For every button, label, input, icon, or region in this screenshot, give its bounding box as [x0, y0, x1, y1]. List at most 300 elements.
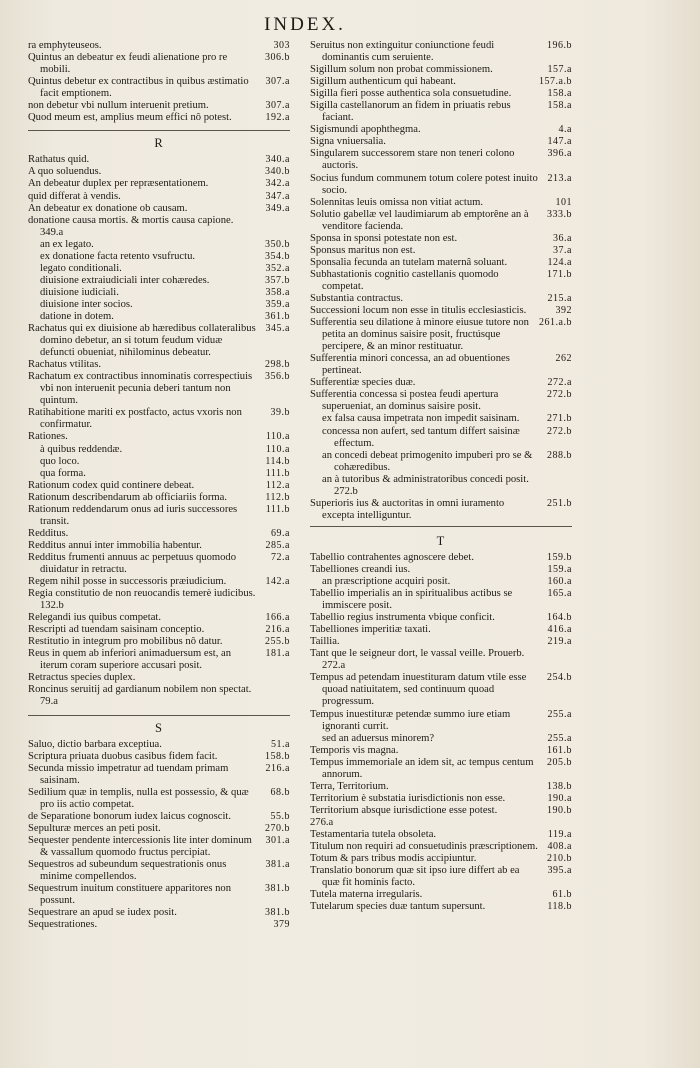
index-entry — [310, 353, 572, 377]
entry-text: Rationes. — [28, 431, 68, 443]
index-entry — [310, 612, 572, 624]
entry-text: An debeatur duplex per repræsentationem. — [28, 178, 209, 190]
page-reference: 118.b — [547, 901, 572, 913]
index-entry — [28, 672, 290, 684]
index-entry — [310, 648, 572, 672]
page-reference: 298.b — [265, 359, 290, 371]
entry-text: Tabellio contrahentes agnoscere debet. — [310, 551, 474, 563]
page-reference: 147.a — [547, 136, 572, 148]
page-reference: 352.a — [265, 262, 290, 274]
page-reference: 69.a — [271, 527, 290, 539]
entry-text: A quo soluendus. — [28, 166, 102, 178]
entry-text: Regia constitutio de non reuocandis temerè iudicibus. 132.b — [28, 588, 256, 612]
page-reference: 158.a — [547, 100, 572, 112]
entry-text: Translatio bonorum quæ sit ipso iure differt ab ea quæ fit hominis facto. — [310, 865, 520, 889]
page-reference: 381.a — [265, 859, 290, 871]
page-reference: 111.b — [265, 467, 290, 479]
index-entry — [310, 389, 572, 413]
entry-text: Tabellio regius instrumenta vbique conficit. — [310, 612, 495, 624]
index-entry — [28, 311, 290, 323]
entry-text: Sigilla fieri posse authentica sola consuetudine. — [310, 88, 512, 100]
entry-text: Sponsus maritus non est. — [310, 244, 416, 256]
index-entry — [310, 450, 572, 474]
entry-text: an præscriptione acquiri posit. — [322, 576, 451, 588]
page-reference: 340.a — [265, 154, 290, 166]
page-reference: 166.a — [265, 612, 290, 624]
entry-text: Rationum codex quid continere debeat. — [28, 479, 195, 491]
entry-text: Sponsalia fecunda an tutelam maternâ soluant. — [310, 256, 508, 268]
index-entry — [310, 889, 572, 901]
index-entry — [28, 540, 290, 552]
page-reference: 36.a — [553, 232, 572, 244]
entry-text: Totum & pars tribus modis accipiuntur. — [310, 853, 477, 865]
page-reference: 349.a — [265, 202, 290, 214]
page-reference: 416.a — [547, 624, 572, 636]
page-reference: 255.a — [547, 732, 572, 744]
page-reference: 215.a — [547, 292, 572, 304]
page-reference: 190.a — [547, 792, 572, 804]
page-reference: 161.b — [547, 744, 572, 756]
index-entry — [28, 684, 290, 708]
entry-text: Rathatus quid. — [28, 154, 90, 166]
entry-text: Terra, Territorium. — [310, 780, 389, 792]
page-reference: 110.a — [265, 431, 290, 443]
index-entry — [28, 323, 290, 359]
page-reference: 112.a — [265, 479, 290, 491]
page-reference: 358.a — [265, 286, 290, 298]
index-entry — [28, 528, 290, 540]
page-reference: 138.b — [547, 780, 572, 792]
entry-text: Superioris ius & auctoritas in omni iuramento excepta intelliguntur. — [310, 497, 505, 521]
index-entry — [310, 124, 572, 136]
entry-text: Quintus debetur ex contractibus in quibus æstimatio facit emptionem. — [28, 76, 249, 100]
page-reference: 219.a — [547, 636, 572, 648]
entry-text: Tempus inuestituræ petendæ summo iure etiam ignoranti currit. — [310, 708, 511, 732]
index-entry — [28, 835, 290, 859]
page-reference: 347.a — [265, 190, 290, 202]
index-entry — [28, 154, 290, 166]
entry-text: Redditus. — [28, 527, 69, 539]
page-reference: 190.b — [547, 804, 572, 816]
index-entry — [310, 552, 572, 564]
entry-text: Sepulturæ merces an peti posit. — [28, 822, 161, 834]
entry-text: de Separatione bonorum iudex laicus cognoscit. — [28, 810, 231, 822]
page-reference: 159.b — [547, 551, 572, 563]
entry-text: Sufferentia concessa si postea feudi apertura superueniat, an dominus saisire posit. — [310, 389, 499, 413]
entry-text: non debetur vbi nullum interuenit pretium. — [28, 100, 209, 112]
page-reference: 301.a — [265, 834, 290, 846]
entry-text: Socius fundum communem totum colere potest inuito socio. — [310, 172, 538, 196]
entry-text: Territorium è substatia iurisdictionis non esse. — [310, 792, 506, 804]
page-reference: 255.a — [547, 708, 572, 720]
index-entry — [310, 88, 572, 100]
index-entry — [310, 233, 572, 245]
index-entry — [310, 305, 572, 317]
index-entry — [310, 377, 572, 389]
index-entry — [310, 793, 572, 805]
entry-text: Sequester pendente intercessionis lite inter dominum & vassallum quomodo fructus percipiat. — [28, 834, 252, 858]
entry-text: Substantia contractus. — [310, 292, 403, 304]
index-entry — [310, 76, 572, 88]
entry-text: Sedilium quæ in templis, nulla est possessio, & quæ pro iis actio competat. — [28, 786, 249, 810]
entry-text: Quod meum est, amplius meum effici nô potest. — [28, 112, 232, 124]
entry-text: Rachatus qui ex diuisione ab hæredibus collateralibus domino debetur, an si totum feudum viduæ defuncti obueniat, nihilominus debeatur. — [28, 323, 256, 359]
index-entry — [28, 407, 290, 431]
index-entry — [28, 468, 290, 480]
page-reference: 357.b — [265, 274, 290, 286]
entry-text: Relegandi ius quibus competat. — [28, 612, 161, 624]
entry-text: Tabelliones creandi ius. — [310, 563, 411, 575]
page-reference: 333.b — [547, 208, 572, 220]
entry-text: Reus in quem ab inferiori animaduersum est, an iterum coram superiore accusari posit. — [28, 648, 231, 672]
index-entry — [28, 263, 290, 275]
page-reference: 251.b — [547, 497, 572, 509]
entry-text: sed an aduersus minorem? — [322, 732, 435, 744]
page-reference: 270.b — [265, 822, 290, 834]
index-entry — [310, 709, 572, 733]
entry-text: Solutio gabellæ vel laudimiarum ab emptorêne an à venditore facienda. — [310, 208, 529, 232]
page-reference: 254.b — [547, 672, 572, 684]
entry-text: Tabelliones imperitiæ taxati. — [310, 624, 431, 636]
entry-text: Solennitas leuis omissa non vitiat actum. — [310, 196, 484, 208]
section-letter: S — [155, 720, 163, 735]
entry-text: Restitutio in integrum pro mobilibus nô datur. — [28, 636, 223, 648]
entry-text: Retractus species duplex. — [28, 672, 136, 684]
index-entry — [28, 359, 290, 371]
entry-text: qua forma. — [40, 467, 86, 479]
index-entry — [28, 624, 290, 636]
page-reference: 216.a — [265, 762, 290, 774]
index-entry — [28, 492, 290, 504]
page-reference: 395.a — [547, 865, 572, 877]
index-entry — [28, 612, 290, 624]
page-reference: 142.a — [265, 576, 290, 588]
entry-text: Sponsa in sponsi potestate non est. — [310, 232, 458, 244]
entry-text: diuisione iudiciali. — [40, 286, 119, 298]
index-entry — [28, 251, 290, 263]
entry-text: Sequestros ad subeundum sequestrationis onus minime compellendos. — [28, 859, 227, 883]
index-entry — [28, 739, 290, 751]
entry-text: Rationum reddendarum onus ad iuris successores transit. — [28, 503, 238, 527]
page-title: INDEX. — [264, 14, 346, 35]
page-reference: 164.b — [547, 612, 572, 624]
index-entry — [28, 636, 290, 648]
index-entry — [28, 371, 290, 407]
index-entry — [28, 576, 290, 588]
index-entry — [310, 148, 572, 172]
entry-text: Tabellio imperialis an in spiritualibus actibus se immiscere posit. — [310, 588, 513, 612]
page-reference: 111.b — [265, 503, 290, 515]
entry-text: datione in dotem. — [40, 310, 114, 322]
entry-text: Rationum describendarum ab officiariis forma. — [28, 491, 227, 503]
entry-text: Ratihabitione mariti ex postfacto, actus vxoris non confirmatur. — [28, 407, 242, 431]
page-reference: 68.b — [270, 786, 290, 798]
entry-text: Successioni locum non esse in titulis ecclesiasticis. — [310, 305, 527, 317]
index-entry — [310, 901, 572, 913]
index-entry — [310, 636, 572, 648]
index-entry — [28, 112, 290, 124]
page-reference: 158.b — [265, 750, 290, 762]
entry-text: an à tutoribus & administratoribus concedi posit. 272.b — [322, 473, 529, 497]
index-entry — [310, 64, 572, 76]
page-reference: 110.a — [265, 443, 290, 455]
page-reference: 37.a — [553, 244, 572, 256]
entry-text: Signa vniuersalia. — [310, 136, 386, 148]
index-entry — [28, 763, 290, 787]
page-reference: 361.b — [265, 310, 290, 322]
page-reference: 408.a — [547, 841, 572, 853]
page-reference: 285.a — [265, 539, 290, 551]
index-entry — [310, 576, 572, 588]
entry-text: Sigillum solum non probat commissionem. — [310, 64, 493, 76]
entry-text: Secunda missio impetratur ad tuendam primam saisinam. — [28, 762, 229, 786]
index-entry — [28, 178, 290, 190]
page-reference: 4.a — [558, 124, 572, 136]
entry-text: Sigismundi apophthegma. — [310, 124, 421, 136]
index-entry — [310, 745, 572, 757]
entry-text: Tempus immemoriale an idem sit, ac tempus centum annorum. — [310, 756, 534, 780]
page-reference: 271.b — [547, 413, 572, 425]
index-entry — [310, 733, 572, 745]
page-reference: 379 — [273, 919, 290, 931]
index-entry — [28, 52, 290, 76]
entry-text: diuisione extraiudiciali inter cohæredes. — [40, 274, 210, 286]
entry-text: Titulum non requiri ad consuetudinis præscriptionem. — [310, 841, 538, 853]
index-entry — [28, 648, 290, 672]
entry-text: ra emphyteuseos. — [28, 40, 102, 51]
index-entry — [28, 907, 290, 919]
index-entry — [28, 166, 290, 178]
page-reference: 171.b — [547, 268, 572, 280]
page-reference: 165.a — [547, 588, 572, 600]
index-entry — [28, 456, 290, 468]
index-entry — [310, 672, 572, 708]
entry-text: legato conditionali. — [40, 262, 122, 274]
page-reference: 356.b — [265, 371, 290, 383]
entry-text: Redditus frumenti annuus ac perpetuus quomodo diuidatur in retractu. — [28, 551, 237, 575]
index-entry — [310, 245, 572, 257]
right-column — [310, 40, 572, 913]
page-reference: 396.a — [547, 148, 572, 160]
entry-text: Singularem successorem stare non teneri colono auctoris. — [310, 148, 515, 172]
page-reference: 354.b — [265, 250, 290, 262]
page-reference: 114.b — [265, 455, 290, 467]
index-entry — [310, 624, 572, 636]
entry-text: Subhastationis cognitio castellanis quomodo competat. — [310, 268, 499, 292]
entry-text: an ex legato. — [40, 238, 94, 250]
entry-text: Scriptura priuata duobus casibus fidem facit. — [28, 750, 218, 762]
page-reference: 101 — [555, 196, 572, 208]
index-entry — [310, 257, 572, 269]
page-reference: 340.b — [265, 166, 290, 178]
index-entry — [28, 203, 290, 215]
index-entry — [310, 136, 572, 148]
index-entry — [310, 498, 572, 522]
index-entry — [310, 588, 572, 612]
page-reference: 272.b — [547, 425, 572, 437]
index-entry — [310, 829, 572, 841]
index-entry — [28, 40, 290, 52]
entry-text: quid differat à vendis. — [28, 190, 121, 202]
entry-text: quo loco. — [40, 455, 80, 467]
page-reference: 196.b — [547, 40, 572, 51]
entry-text: Sequestrare an apud se iudex posit. — [28, 907, 177, 919]
entry-text: diuisione inter socios. — [40, 298, 133, 310]
index-entry — [310, 841, 572, 853]
page-reference: 157.a — [547, 64, 572, 76]
page-reference: 345.a — [265, 323, 290, 335]
index-entry — [28, 823, 290, 835]
page-reference: 213.a — [547, 172, 572, 184]
page-reference: 159.a — [547, 563, 572, 575]
index-entry — [310, 805, 572, 817]
entry-text: Sufferentia seu dilatione à minore eiusue tutore non petita an dominus saisire posit, fructúsque percipere, & an minor restituatur. — [310, 317, 529, 353]
page-reference: 39.b — [270, 407, 290, 419]
entry-text: Sigillum authenticum qui habeant. — [310, 76, 456, 88]
index-entry — [310, 865, 572, 889]
index-entry — [310, 40, 572, 64]
index-entry — [28, 588, 290, 612]
page-reference: 262 — [555, 353, 572, 365]
index-entry — [310, 817, 572, 829]
entry-text: Tempus ad petendam inuestituram datum vtile esse quoad natiuitatem, sed continuum quoad progressum. — [310, 672, 527, 708]
index-entry — [310, 564, 572, 576]
page-reference: 55.b — [270, 810, 290, 822]
index-entry — [28, 751, 290, 763]
index-entry — [28, 239, 290, 251]
index-entry — [28, 299, 290, 311]
entry-text: Seruitus non extinguitur coniunctione feudi dominantis cum seruiente. — [310, 40, 495, 64]
index-entry — [310, 293, 572, 305]
page-reference: 181.a — [265, 648, 290, 660]
entry-text: ex falsa causa impetrata non impedit saisinam. — [322, 413, 520, 425]
index-entry — [28, 504, 290, 528]
page-reference: 350.b — [265, 238, 290, 250]
page-reference: 72.a — [271, 551, 290, 563]
page-reference: 119.a — [547, 829, 572, 840]
index-entry — [28, 883, 290, 907]
index-entry — [310, 209, 572, 233]
page-reference: 255.b — [265, 636, 290, 648]
section-divider — [310, 526, 572, 527]
entry-text: Sigilla castellanorum an fidem in priuatis rebus faciant. — [310, 100, 511, 124]
entry-text: Tant que le seigneur dort, le vassal veille. Prouerb. 272.a — [310, 648, 525, 672]
entry-text: Roncinus seruitij ad gardianum nobilem non spectat. 79.a — [28, 684, 252, 708]
index-entry — [28, 480, 290, 492]
index-entry — [28, 287, 290, 299]
index-entry — [310, 781, 572, 793]
entry-text: Sufferentiæ species duæ. — [310, 377, 416, 389]
entry-text: Sequestrum inuitum constituere apparitores non possunt. — [28, 883, 232, 907]
entry-text: Redditus annui inter immobilia habentur. — [28, 539, 202, 551]
page-reference: 261.a.b — [539, 317, 572, 329]
index-entry — [310, 474, 572, 498]
entry-text: Temporis vis magna. — [310, 744, 399, 756]
index-entry — [310, 100, 572, 124]
page-reference: 392 — [555, 305, 572, 317]
entry-text: 276.a — [310, 816, 334, 828]
index-entry — [28, 919, 290, 931]
page-reference: 307.a — [265, 100, 290, 112]
section-divider — [28, 130, 290, 131]
entry-text: Rachatus vtilitas. — [28, 359, 101, 371]
page-reference: 381.b — [265, 907, 290, 919]
index-entry — [28, 787, 290, 811]
page-reference: 381.b — [265, 883, 290, 895]
page-reference: 192.a — [265, 112, 290, 124]
index-entry — [28, 76, 290, 100]
entry-text: An debeatur ex donatione ob causam. — [28, 202, 188, 214]
index-entry — [310, 757, 572, 781]
page-reference: 342.a — [265, 178, 290, 190]
page-reference: 272.a — [547, 377, 572, 389]
entry-text: an concedi debeat primogenito impuberi pro se & cohæredibus. — [322, 449, 533, 473]
page-reference: 157.a.b — [539, 76, 572, 88]
index-entry — [28, 811, 290, 823]
index-entry — [28, 859, 290, 883]
page-reference: 216.a — [265, 624, 290, 636]
entry-text: à quibus reddendæ. — [40, 443, 123, 455]
page-reference: 359.a — [265, 298, 290, 310]
entry-text: Testamentaria tutela obsoleta. — [310, 829, 437, 840]
index-entry — [310, 317, 572, 353]
entry-text: Sequestrationes. — [28, 919, 98, 931]
section-letter: T — [436, 533, 446, 548]
index-entry — [310, 853, 572, 865]
entry-text: Tutela materna irregularis. — [310, 889, 423, 901]
index-entry — [28, 100, 290, 112]
entry-text: Regem nihil posse in successoris præiudicium. — [28, 576, 227, 588]
page-reference: 160.a — [547, 576, 572, 588]
index-entry — [310, 413, 572, 425]
page-reference: 158.a — [547, 88, 572, 100]
page-reference: 210.b — [547, 853, 572, 865]
index-entry — [28, 444, 290, 456]
page-reference: 306.b — [265, 52, 290, 64]
page-reference: 272.b — [547, 389, 572, 401]
page-reference: 112.b — [265, 491, 290, 503]
page-reference: 205.b — [547, 756, 572, 768]
entry-text: Rescripti ad tuendam saisinam conceptio. — [28, 624, 205, 636]
left-column — [28, 40, 290, 931]
entry-text: Quintus an debeatur ex feudi alienatione pro re mobili. — [28, 52, 228, 76]
entry-text: Taillia. — [310, 636, 340, 648]
entry-text: concessa non aufert, sed tantum differt saisinæ effectum. — [322, 425, 520, 449]
entry-text: Saluo, dictio barbara exceptiua. — [28, 738, 162, 750]
entry-text: Rachatum ex contractibus innominatis correspectiuis vbi non interuenit pecunia deberi tantum non quintum. — [28, 371, 253, 407]
section-letter: R — [154, 136, 164, 151]
index-entry — [28, 275, 290, 287]
page-reference: 61.b — [552, 889, 572, 901]
index-entry — [28, 215, 290, 239]
page-reference: 303 — [273, 40, 290, 51]
entry-text: Tutelarum species duæ tantum supersunt. — [310, 901, 486, 913]
page-reference: 51.a — [271, 738, 290, 750]
entry-text: donatione causa mortis. & mortis causa capione. 349.a — [28, 214, 234, 238]
entry-text: Territorium absque iurisdictione esse potest. — [310, 804, 498, 816]
index-entry — [28, 552, 290, 576]
page-reference: 288.b — [547, 449, 572, 461]
index-entry — [310, 269, 572, 293]
index-entry — [28, 431, 290, 443]
page-reference: 307.a — [265, 76, 290, 88]
page-reference: 124.a — [547, 256, 572, 268]
index-entry — [310, 173, 572, 197]
index-entry — [310, 426, 572, 450]
entry-text: Sufferentia minori concessa, an ad obuentiones pertineat. — [310, 353, 510, 377]
section-divider — [28, 715, 290, 716]
index-entry — [28, 191, 290, 203]
